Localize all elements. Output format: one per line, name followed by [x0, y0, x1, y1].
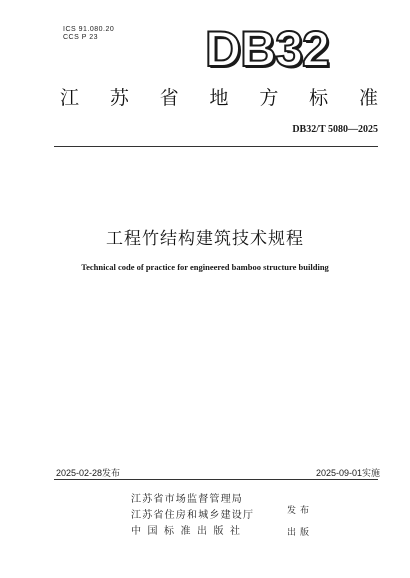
standard-type-char: 江: [60, 87, 80, 109]
db32-logo: DB32: [205, 21, 329, 77]
title-english: Technical code of practice for engineered bamboo structure building: [81, 262, 329, 272]
issuer-line-2: 江苏省住房和城乡建设厅: [131, 510, 255, 521]
standard-type-char: 准: [358, 87, 378, 109]
top-divider: [54, 146, 378, 147]
issuer-line-1: 江苏省市场监督管理局: [131, 494, 243, 505]
standard-type-char: 方: [259, 87, 279, 109]
publisher-block: [131, 492, 254, 540]
ics-code: ICS 91.080.20: [63, 26, 115, 33]
issue-date: 2025-02-28发布: [56, 468, 121, 478]
standard-number: DB32/T 5080—2025: [292, 124, 378, 135]
standard-type-char: 地: [209, 87, 229, 109]
standard-type-char: 省: [159, 87, 179, 109]
issuer-verb: 发布: [287, 506, 314, 516]
standard-type-heading: [60, 86, 378, 110]
classification-codes: [63, 26, 114, 42]
bottom-divider: [54, 479, 378, 480]
implementation-date: 2025-09-01实施: [315, 468, 380, 478]
ccs-code: CCS P 23: [63, 34, 98, 41]
press-verb: 出版: [287, 528, 314, 538]
title-chinese: 工程竹结构建筑技术规程: [106, 229, 304, 249]
standard-type-char: 标: [309, 87, 329, 109]
press-name: 中国标准出版社: [131, 526, 247, 537]
standard-type-char: 苏: [109, 87, 129, 109]
